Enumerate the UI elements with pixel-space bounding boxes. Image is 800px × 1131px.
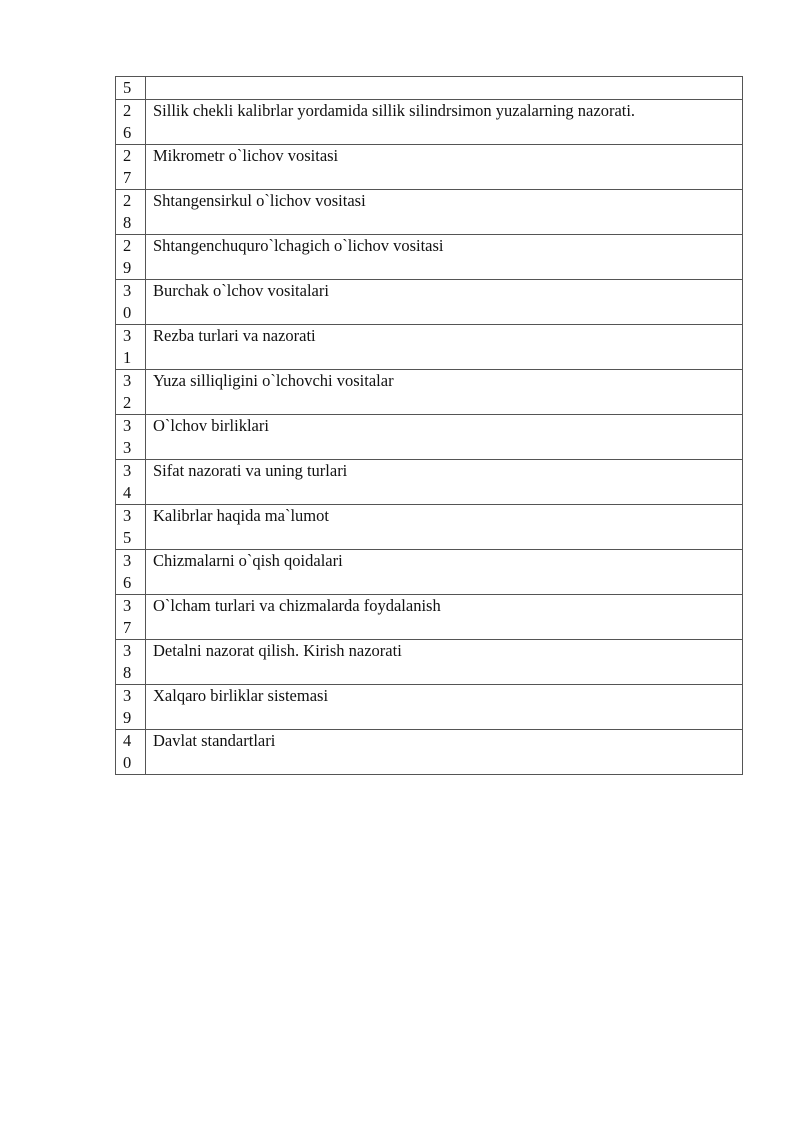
table-row bbox=[116, 640, 743, 685]
table-row bbox=[116, 145, 743, 190]
row-title: Kalibrlar haqida ma`lumot bbox=[146, 505, 743, 550]
row-title: Rezba turlari va nazorati bbox=[146, 325, 743, 370]
row-title: Xalqaro birliklar sistemasi bbox=[146, 685, 743, 730]
row-title: Davlat standartlari bbox=[146, 730, 743, 775]
row-title bbox=[146, 77, 743, 100]
table-row bbox=[116, 505, 743, 550]
row-number: 3 7 bbox=[116, 595, 146, 640]
table-row bbox=[116, 460, 743, 505]
table-row bbox=[116, 190, 743, 235]
row-number: 3 3 bbox=[116, 415, 146, 460]
row-title: Mikrometr o`lichov vositasi bbox=[146, 145, 743, 190]
row-title: Sillik chekli kalibrlar yordamida sillik silindrsimon yuzalarning nazorati. bbox=[146, 100, 743, 145]
row-number: 3 5 bbox=[116, 505, 146, 550]
row-number: 3 6 bbox=[116, 550, 146, 595]
table-row bbox=[116, 280, 743, 325]
topics-table-body bbox=[116, 77, 743, 775]
table-row bbox=[116, 325, 743, 370]
table-row bbox=[116, 235, 743, 280]
row-number: 4 0 bbox=[116, 730, 146, 775]
row-title: Sifat nazorati va uning turlari bbox=[146, 460, 743, 505]
row-title: O`lcham turlari va chizmalarda foydalanish bbox=[146, 595, 743, 640]
row-title: Detalni nazorat qilish. Kirish nazorati bbox=[146, 640, 743, 685]
table-row bbox=[116, 550, 743, 595]
row-title: Chizmalarni o`qish qoidalari bbox=[146, 550, 743, 595]
table-row bbox=[116, 100, 743, 145]
topics-table bbox=[115, 76, 743, 775]
table-row bbox=[116, 415, 743, 460]
row-title: Shtangensirkul o`lichov vositasi bbox=[146, 190, 743, 235]
table-row bbox=[116, 370, 743, 415]
row-number: 2 7 bbox=[116, 145, 146, 190]
table-row bbox=[116, 595, 743, 640]
row-title: Shtangenchuquro`lchagich o`lichov vositasi bbox=[146, 235, 743, 280]
row-number: 3 4 bbox=[116, 460, 146, 505]
row-title: Burchak o`lchov vositalari bbox=[146, 280, 743, 325]
row-number: 2 9 bbox=[116, 235, 146, 280]
table-row bbox=[116, 685, 743, 730]
row-number: 3 0 bbox=[116, 280, 146, 325]
row-number: 3 1 bbox=[116, 325, 146, 370]
table-row bbox=[116, 730, 743, 775]
row-number: 2 8 bbox=[116, 190, 146, 235]
row-number: 3 2 bbox=[116, 370, 146, 415]
row-number: 5 bbox=[116, 77, 146, 100]
table-row bbox=[116, 77, 743, 100]
row-title: Yuza silliqligini o`lchovchi vositalar bbox=[146, 370, 743, 415]
row-number: 3 8 bbox=[116, 640, 146, 685]
row-number: 2 6 bbox=[116, 100, 146, 145]
row-number: 3 9 bbox=[116, 685, 146, 730]
row-title: O`lchov birliklari bbox=[146, 415, 743, 460]
